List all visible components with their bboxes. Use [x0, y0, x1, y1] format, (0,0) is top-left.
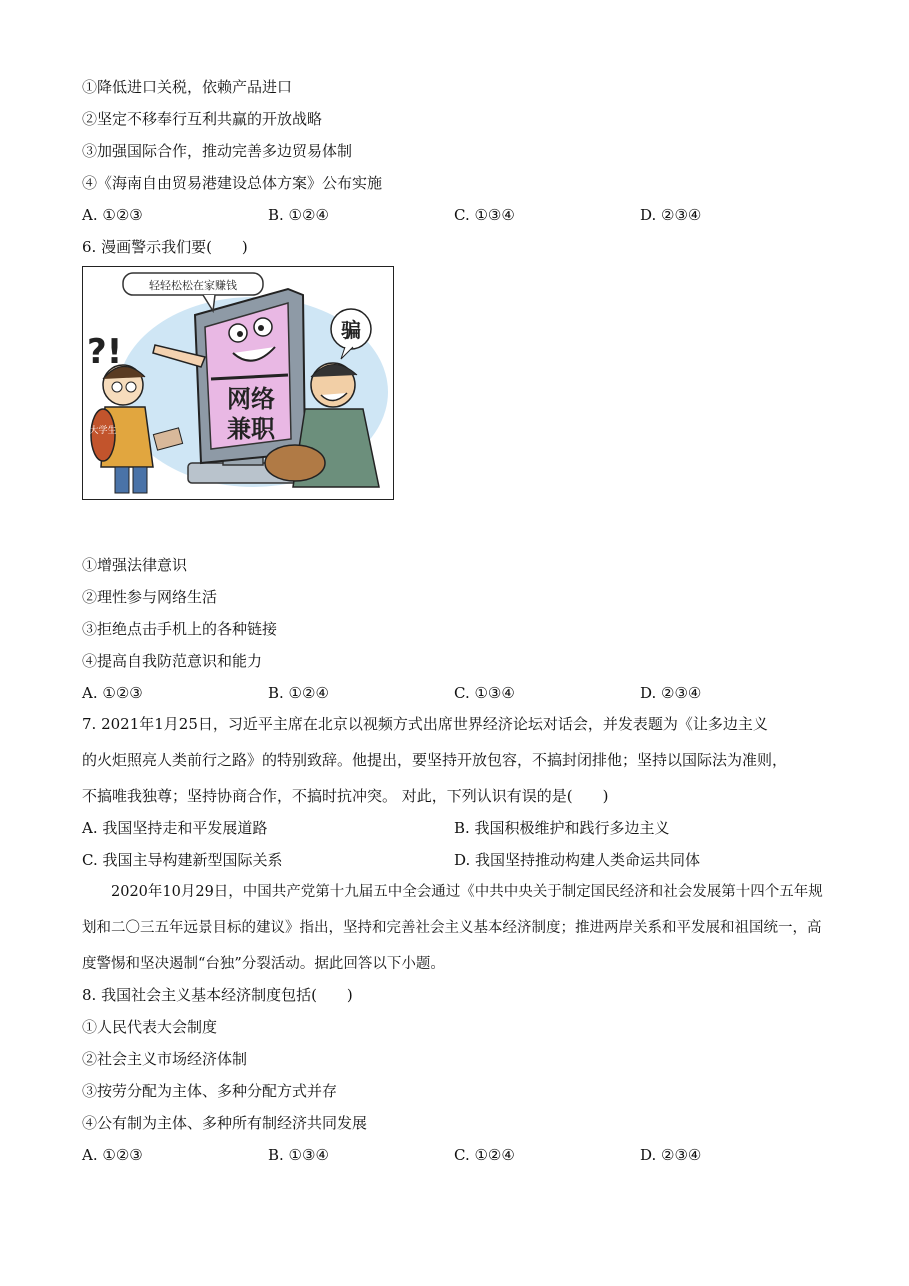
cartoon-speech-text: 轻轻松松在家赚钱	[149, 280, 237, 292]
q6-item-2: ②理性参与网络生活	[82, 588, 218, 606]
q5-option-a: A. ①②③	[82, 206, 143, 224]
cartoon-question-marks: ?!	[87, 332, 123, 372]
q7-stem-line-3: 不搞唯我独尊；坚持协商合作，不搞时抗冲突。 对此，下列认识有误的是( )	[82, 787, 609, 805]
q6-item-3: ③拒绝点击手机上的各种链接	[82, 620, 278, 638]
q5-item-4: ④《海南自由贸易港建设总体方案》公布实施	[82, 174, 383, 192]
q6-item-4: ④提高自我防范意识和能力	[82, 652, 263, 670]
cartoon-image	[82, 266, 394, 500]
q6-option-c: C. ①③④	[454, 684, 515, 702]
q6-option-d: D. ②③④	[640, 684, 702, 702]
q5-item-3: ③加强国际合作，推动完善多边贸易体制	[82, 142, 353, 160]
q5-item-1: ①降低进口关税，依赖产品进口	[82, 78, 293, 96]
q6-option-a: A. ①②③	[82, 684, 143, 702]
q5-option-c: C. ①③④	[454, 206, 515, 224]
cartoon-scam-bubble: 骗	[341, 318, 361, 342]
cartoon-illustration	[83, 267, 393, 499]
q8-option-d: D. ②③④	[640, 1146, 702, 1164]
q8-stem: 8. 我国社会主义基本经济制度包括( )	[82, 986, 353, 1004]
q8-item-1: ①人民代表大会制度	[82, 1018, 218, 1036]
cartoon-screen-text-1: 网络	[227, 385, 275, 413]
q7-option-c: C. 我国主导构建新型国际关系	[82, 851, 283, 869]
q7-option-b: B. 我国积极维护和践行多边主义	[454, 819, 670, 837]
q6-option-b: B. ①②④	[268, 684, 329, 702]
q8-item-2: ②社会主义市场经济体制	[82, 1050, 248, 1068]
q6-stem: 6. 漫画警示我们要( )	[82, 238, 248, 256]
reading-passage: 2020年10月29日，中国共产党第十九届五中全会通过《中共中央关于制定国民经济和社会发展第十四个五年规划和二〇三五年远景目标的建议》指出，坚持和完善社会主义基本经济制度；推进两岸关系和平发展和祖国统一，高度警惕和坚决遏制“台独”分裂活动。据此回答以下小题。	[82, 884, 823, 972]
q7-option-d: D. 我国坚持推动构建人类命运共同体	[454, 851, 701, 869]
q8-item-3: ③按劳分配为主体、多种分配方式并存	[82, 1082, 338, 1100]
q8-item-4: ④公有制为主体、多种所有制经济共同发展	[82, 1114, 368, 1132]
q8-option-c: C. ①②④	[454, 1146, 515, 1164]
q7-stem-line-2: 的火炬照亮人类前行之路》的特别致辞。他提出，要坚持开放包容，不搞封闭排他；坚持以国际法为准则，	[82, 751, 788, 769]
q8-option-b: B. ①③④	[268, 1146, 329, 1164]
q6-item-1: ①增强法律意识	[82, 556, 188, 574]
q5-item-2: ②坚定不移奉行互利共赢的开放战略	[82, 110, 323, 128]
q7-stem-line-1: 7. 2021年1月25日，习近平主席在北京以视频方式出席世界经济论坛对话会，并发表题为《让多边主义	[82, 715, 768, 733]
q5-option-d: D. ②③④	[640, 206, 702, 224]
q8-option-a: A. ①②③	[82, 1146, 143, 1164]
q7-option-a: A. 我国坚持走和平发展道路	[82, 819, 268, 837]
cartoon-screen-text-2: 兼职	[227, 415, 275, 443]
q5-option-b: B. ①②④	[268, 206, 329, 224]
cartoon-bag-label: 大学生	[89, 426, 117, 436]
